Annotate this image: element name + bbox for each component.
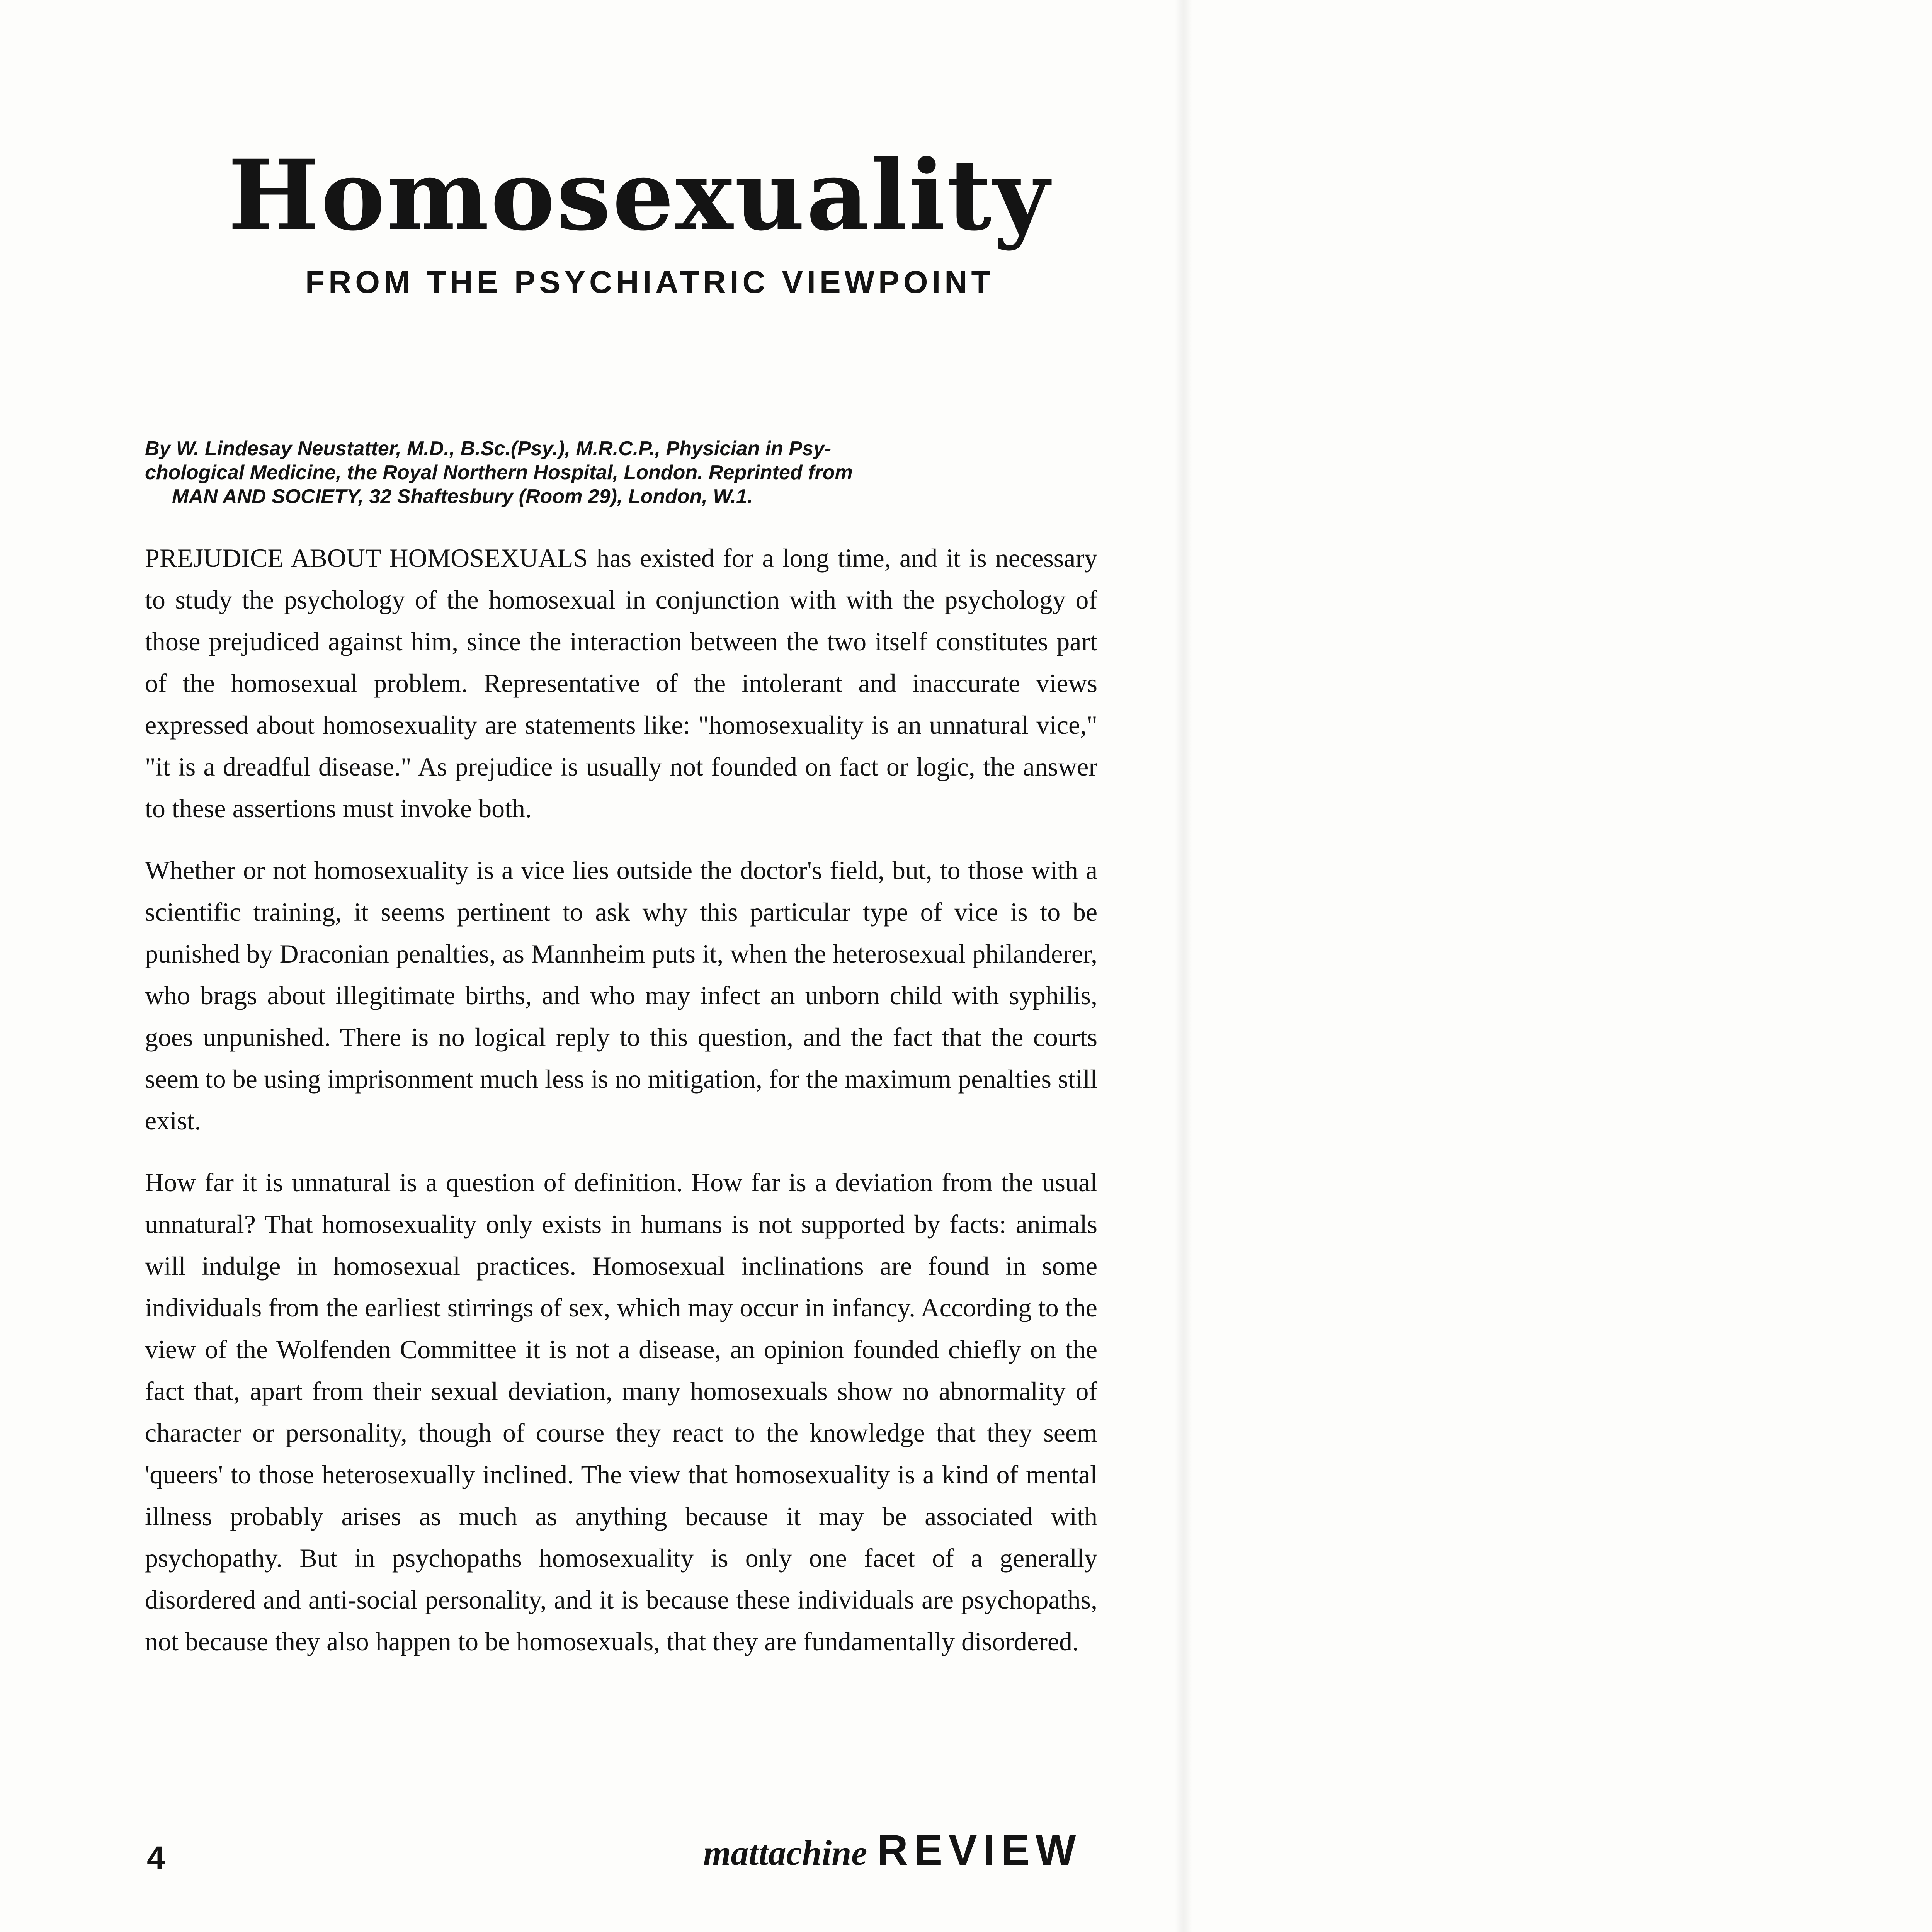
- byline-line: chological Medicine, the Royal Northern Hospital, London. Reprinted from: [145, 461, 853, 484]
- masthead-script: mattachine: [703, 1833, 867, 1872]
- article-subtitle: FROM THE PSYCHIATRIC VIEWPOINT: [305, 265, 995, 300]
- left-column: [145, 537, 1097, 1682]
- left-page-number: 4: [147, 1840, 165, 1876]
- paragraph: PREJUDICE ABOUT HOMOSEXUALS has existed for a long time, and it is necessary to study the psychology of the homosexual in conjunction with with the psychology of those prejudiced against him, since the interaction between the two itself constitutes part of the homosexual problem. Representative of the intolerant and inaccurate views expressed about homosexuality are statements like: "homosexuality is an unnatural vice," "it is a dreadful disease." As prejudice is usually not founded on fact or logic, the answer to these assertions must invoke both.: [145, 543, 1097, 823]
- article-title: Homosexuality: [228, 138, 1051, 252]
- byline-line: By W. Lindesay Neustatter, M.D., B.Sc.(Psy.), M.R.C.P., Physician in Psy-: [145, 437, 832, 460]
- byline-line: MAN AND SOCIETY, 32 Shaftesbury (Room 29), London, W.1.: [172, 485, 753, 508]
- byline: [145, 437, 1122, 509]
- paragraph: How far it is unnatural is a question of definition. How far is a deviation from the usual unnatural? That homosexuality only exists in humans is not supported by facts: animals will indulge in homosexual practices. Homosexual inclinations are found in some individuals from the earliest stirrings of sex, which may occur in infancy. According to the view of the Wolfenden Committee it is not a disease, an opinion founded chiefly on the fact that, apart from their sexual deviation, many homosexuals show no abnormality of character or personality, though of course they react to the knowledge that they seem 'queers' to those heterosexually inclined. The view that homosexuality is a kind of mental illness probably arises as much as anything because it may be associated with psychopathy. But in psychopaths homosexuality is only one facet of a generally disordered and anti-social personality, and it is because these individuals are psychopaths, not because they also happen to be homosexuals, that they are fundamentally disordered.: [145, 1168, 1097, 1656]
- masthead-word: REVIEW: [877, 1827, 1082, 1874]
- right-page: [1184, 0, 1932, 1932]
- paragraph: Whether or not homosexuality is a vice lies outside the doctor's field, but, to those with a scientific training, it seems pertinent to ask why this particular type of vice is to be punished by Draconian penalties, as Mannheim puts it, when the heterosexual philanderer, who brags about illegitimate births, and who may infect an unborn child with syphilis, goes unpunished. There is no logical reply to this question, and the fact that the courts seem to be using imprisonment much less is no mitigation, for the maximum penalties still exist.: [145, 855, 1097, 1135]
- magazine-masthead: [703, 1826, 1082, 1875]
